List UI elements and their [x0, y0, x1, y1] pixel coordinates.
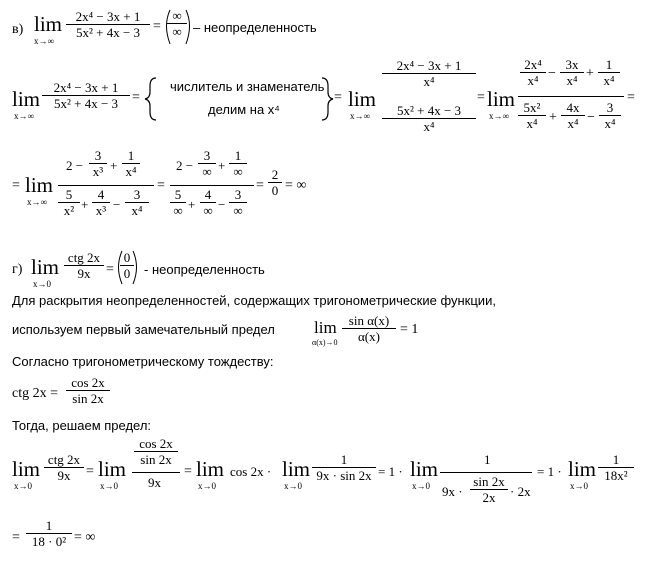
plus-sign: + — [218, 158, 226, 173]
term-den: x⁴ — [604, 116, 616, 131]
fraction-numerator: ctg 2x — [47, 452, 81, 467]
term-den: ∞ — [173, 203, 183, 218]
fraction-numerator: 1 — [45, 518, 53, 533]
minus-sign: − — [218, 197, 226, 212]
term-den: x⁴ — [567, 116, 579, 131]
lim-symbol: lim — [34, 12, 63, 36]
term-num: 4x — [566, 100, 580, 115]
term-num: 1 — [127, 148, 135, 163]
fraction-denominator: 18 · 0² — [31, 534, 67, 549]
term-num: 3 — [94, 148, 102, 163]
final-result: = ∞ — [74, 530, 96, 545]
numerator-divisor: x⁴ — [423, 74, 435, 89]
equals-sign: = — [86, 464, 94, 479]
fraction-denominator: sin 2x — [72, 391, 104, 406]
fraction-denominator: 5x² + 4x − 3 — [53, 96, 119, 111]
lim-symbol: lim — [410, 457, 439, 481]
term-num: 5 — [65, 187, 73, 202]
term-num: 1 — [605, 57, 613, 72]
fraction-numerator: 1 — [612, 452, 620, 467]
explanation-text-3: Согласно тригонометрическому тождеству: — [12, 354, 274, 369]
left-paren — [167, 10, 171, 44]
part-v-label: в) — [12, 22, 24, 37]
equals-sign: = — [627, 90, 635, 105]
const-two: 2 − — [66, 158, 84, 173]
term-num: 3x — [565, 57, 579, 72]
one-times: = 1 · — [537, 464, 562, 479]
left-paren — [119, 251, 123, 284]
right-paren — [133, 251, 137, 284]
lim-symbol: lim — [282, 457, 311, 481]
term-den: x⁴ — [527, 73, 539, 88]
denominator-expression: 5x² + 4x − 3 — [396, 103, 462, 118]
remarkable-limit-value: = 1 — [400, 322, 419, 337]
fraction-denominator: sin 2x — [140, 452, 172, 467]
lim-subscript: x→∞ — [350, 111, 370, 121]
plus-sign: + — [586, 66, 594, 81]
fraction-denominator: 9x · sin 2x — [316, 468, 372, 483]
numerator-expression: 2x⁴ − 3x + 1 — [396, 58, 462, 73]
equals-sign: = — [132, 90, 140, 105]
fraction-denominator: 9x — [77, 266, 91, 281]
term-num: 5 — [174, 187, 182, 202]
lim-symbol: lim — [314, 318, 337, 337]
equals-sign: = — [157, 178, 165, 193]
explanation-text-1: Для раскрытия неопределенностей, содержащих тригонометрические функции, — [12, 293, 496, 308]
fraction-denominator: α(x) — [358, 329, 380, 344]
equals-sign: = — [477, 90, 485, 105]
equals-sign: = — [106, 262, 114, 277]
fraction-numerator: sin 2x — [473, 474, 505, 489]
lim-subscript: x→0 — [570, 481, 588, 491]
fraction-numerator: 1 — [340, 452, 348, 467]
lim-symbol: lim — [348, 87, 377, 111]
part-g-label: г) — [12, 262, 23, 277]
term-den: x³ — [95, 203, 107, 218]
lim-subscript: x→0 — [14, 481, 32, 491]
lim-symbol: lim — [196, 457, 225, 481]
explanation-text-4: Тогда, решаем предел: — [12, 418, 152, 433]
final-result: = ∞ — [285, 178, 307, 193]
denominator-divisor: x⁴ — [423, 119, 435, 134]
plus-sign: + — [549, 110, 557, 125]
one-times: = 1 · — [378, 464, 403, 479]
indeterminate-numerator: ∞ — [172, 8, 182, 23]
const-two: 2 − — [176, 158, 194, 173]
equals-sign: = — [184, 464, 192, 479]
fraction-denominator: 9x — [57, 468, 71, 483]
lim-subscript: x→0 — [198, 481, 216, 491]
plus-sign: + — [110, 158, 118, 173]
term-den: x⁴ — [131, 203, 143, 218]
lim-subscript: x→0 — [412, 481, 430, 491]
lim-subscript: x→0 — [100, 481, 118, 491]
fraction-numerator: 2 — [271, 167, 279, 182]
lim-subscript: x→∞ — [14, 111, 34, 121]
minus-sign: − — [587, 110, 595, 125]
lim-subscript: x→0 — [33, 279, 51, 289]
term-den: x⁴ — [603, 73, 615, 88]
lim-symbol: lim — [31, 255, 60, 279]
nested-one: 1 — [484, 452, 491, 467]
right-paren — [186, 10, 190, 44]
brace-note-line2: делим на x⁴ — [208, 102, 280, 117]
lim-symbol: lim — [487, 87, 516, 111]
fraction-numerator: cos 2x — [71, 375, 105, 390]
term-num: 3 — [203, 148, 211, 163]
term-num: 1 — [234, 148, 242, 163]
right-brace — [322, 78, 333, 120]
lim-subscript: x→∞ — [34, 36, 54, 46]
explanation-text-2: используем первый замечательный предел — [12, 322, 275, 337]
term-num: 2x⁴ — [524, 57, 542, 72]
lim-subscript: x→∞ — [489, 111, 509, 121]
lim-subscript: α(x)→0 — [312, 338, 338, 347]
indeterminate-numerator: 0 — [123, 250, 131, 265]
fraction-numerator: sin α(x) — [348, 313, 390, 328]
minus-sign: − — [113, 197, 121, 212]
plus-sign: + — [188, 197, 196, 212]
indeterminacy-text: - неопределенность — [144, 262, 265, 277]
term-num: 4 — [204, 187, 212, 202]
cos-factor: cos 2x · — [230, 464, 272, 479]
left-brace — [145, 78, 156, 120]
minus-sign: − — [548, 66, 556, 81]
term-num: 5x² — [523, 100, 541, 115]
lim-symbol: lim — [25, 173, 54, 197]
lim-symbol: lim — [98, 457, 127, 481]
term-den: x³ — [92, 164, 104, 179]
fraction-numerator: cos 2x — [139, 436, 173, 451]
equals-sign: = — [12, 178, 20, 193]
term-den: x² — [63, 203, 75, 218]
term-den: ∞ — [233, 164, 243, 179]
fraction-denominator: 5x² + 4x − 3 — [75, 25, 141, 40]
fraction-numerator: ctg 2x — [67, 250, 101, 265]
term-den: x⁴ — [566, 73, 578, 88]
indeterminate-denominator: ∞ — [172, 24, 182, 39]
term-den: x⁴ — [125, 164, 137, 179]
term-den: ∞ — [203, 203, 213, 218]
lim-subscript: x→0 — [284, 481, 302, 491]
brace-note-line1: числитель и знаменатель — [170, 79, 325, 94]
term-den: ∞ — [202, 164, 212, 179]
fraction-numerator: 2x⁴ − 3x + 1 — [53, 80, 119, 95]
equals-sign: = — [153, 19, 161, 34]
equals-sign: = — [12, 530, 20, 545]
lim-symbol: lim — [12, 457, 41, 481]
lim-symbol: lim — [12, 87, 41, 111]
fraction-denominator: 18x² — [604, 468, 628, 483]
fraction-denominator: 0 — [271, 183, 279, 198]
term-den: x⁴ — [526, 116, 538, 131]
denominator-9x: 9x — [148, 475, 161, 490]
fraction-numerator: 2x⁴ − 3x + 1 — [75, 9, 141, 24]
nested-9x: 9x · — [442, 484, 463, 499]
lim-symbol: lim — [568, 457, 597, 481]
times-2x: · 2x — [510, 484, 531, 499]
term-num: 3 — [234, 187, 242, 202]
lim-subscript: x→∞ — [27, 197, 47, 207]
identity-lhs: ctg 2x = — [12, 386, 58, 401]
term-num: 3 — [606, 100, 614, 115]
term-num: 4 — [97, 187, 105, 202]
indeterminacy-text: – неопределенность — [193, 20, 317, 35]
plus-sign: + — [81, 197, 89, 212]
term-num: 3 — [133, 187, 141, 202]
term-den: ∞ — [233, 203, 243, 218]
indeterminate-denominator: 0 — [123, 266, 131, 281]
equals-sign: = — [334, 90, 342, 105]
fraction-denominator: 2x — [482, 490, 496, 505]
equals-sign: = — [256, 178, 264, 193]
